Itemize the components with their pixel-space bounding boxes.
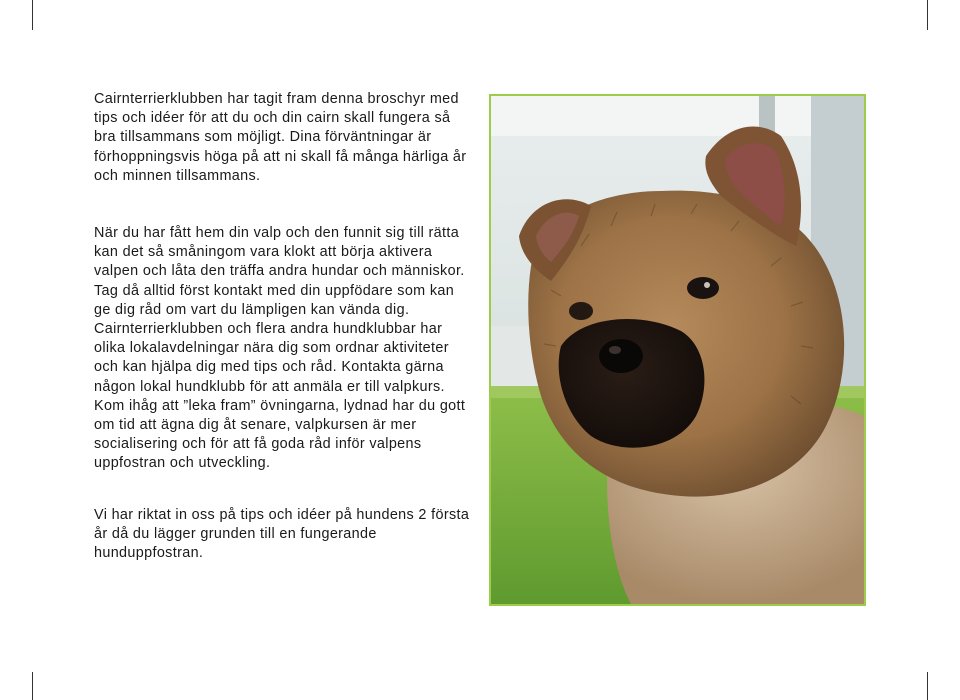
body-paragraph-1: När du har fått hem din valp och den funnit sig till rätta kan det så småningom vara klokt att börja aktivera valpen och låta den träffa andra hundar och människor. [94, 225, 465, 280]
crop-mark-bottom-right [927, 672, 928, 700]
body-paragraph-3: Cairnterrierklubben och flera andra hundklubbar har olika lokalavdelningar nära dig som ordnar aktiviteter och kan hjälpa dig med tips och råd. Kontakta gärna någon lokal hundklubb för att anmäla er till valpkurs. Kom ihåg att ”leka fram” övningarna, lydnad har du gott om tid att ägna dig åt senare, valpkursen är mer socialisering och för att få goda råd inför valpens uppfostran och utveckling. [94, 321, 466, 472]
cairn-terrier-puppy-photo [489, 94, 866, 606]
crop-mark-top-right [927, 0, 928, 30]
text-column [94, 90, 474, 563]
crop-mark-bottom-left [32, 672, 33, 700]
body-paragraph-2: Tag då alltid först kontakt med din uppfödare som kan ge dig råd om vart du lämpligen kan vända dig. [94, 282, 455, 318]
left-eye [569, 302, 593, 320]
right-eye [687, 277, 719, 299]
intro-paragraph: Cairnterrierklubben har tagit fram denna broschyr med tips och idéer för att du och din cairn skall fungera så bra tillsammans som möjligt. Dina förväntningar är förhoppningsvis höga på att ni skall få många härliga år och minnen tillsammans. [94, 91, 467, 184]
nose [599, 339, 643, 373]
closing-paragraph: Vi har riktat in oss på tips och idéer på hundens 2 första år då du lägger grunden till en fungerande hunduppfostran. [94, 506, 470, 562]
crop-mark-top-left [32, 0, 33, 30]
puppy-illustration [491, 96, 864, 604]
